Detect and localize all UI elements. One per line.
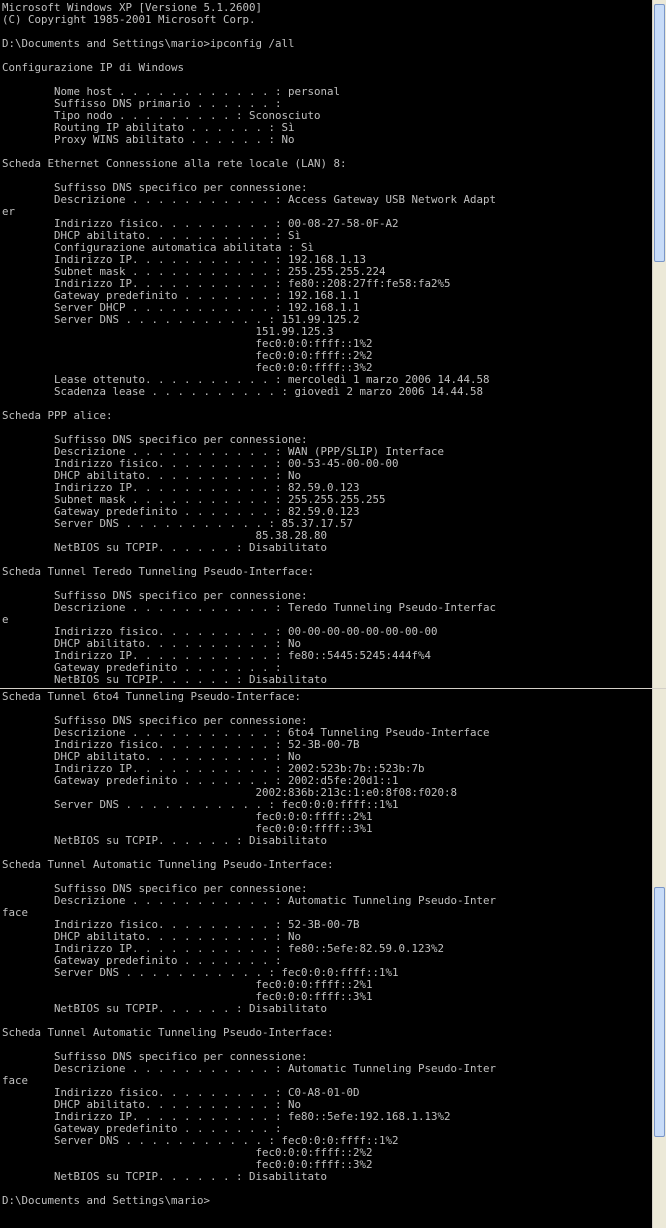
console-top-line: Configurazione IP di Windows (2, 61, 185, 74)
console-bottom-line: Server DNS . . . . . . . . . . . : fec0:0:0:ffff::1%1 (2, 798, 399, 811)
console-top-line: Microsoft Windows XP [Versione 5.1.2600] (2, 1, 263, 14)
console-top-line: D:\Documents and Settings\mario>ipconfig /all (2, 37, 295, 50)
console-top-line: fec0:0:0:ffff::3%2 (2, 361, 373, 374)
console-bottom-line: Scheda Tunnel Automatic Tunneling Pseudo-Interface: (2, 858, 334, 871)
console-bottom-line: Gateway predefinito . . . . . . . : (2, 954, 282, 967)
console-top-line: Indirizzo fisico. . . . . . . . . : 00-08-27-58-0F-A2 (2, 217, 399, 230)
console-top-line: Server DHCP . . . . . . . . . . . : 192.168.1.1 (2, 301, 360, 314)
console-bottom-line: fec0:0:0:ffff::2%1 (2, 978, 373, 991)
console-top-line: Server DNS . . . . . . . . . . . : 85.37.17.57 (2, 517, 354, 530)
console-top-line: Suffisso DNS specifico per connessione: (2, 181, 308, 194)
console-bottom-line: face (2, 1074, 29, 1087)
console-top-line: Suffisso DNS specifico per connessione: (2, 589, 308, 602)
console-bottom-line: Suffisso DNS specifico per connessione: (2, 714, 308, 727)
console-top-line: Server DNS . . . . . . . . . . . : 151.99.125.2 (2, 313, 360, 326)
scrollbar-thumb-bottom[interactable] (654, 887, 665, 1137)
vertical-scrollbar-bottom[interactable] (652, 689, 666, 1228)
console-bottom-line: NetBIOS su TCPIP. . . . . . : Disabilitato (2, 834, 328, 847)
console-bottom-line: NetBIOS su TCPIP. . . . . . : Disabilitato (2, 1002, 328, 1015)
console-bottom-line: Indirizzo IP. . . . . . . . . . . : fe80::5efe:192.168.1.13%2 (2, 1110, 451, 1123)
console-bottom-line: Descrizione . . . . . . . . . . . : Automatic Tunneling Pseudo-Inter (2, 1062, 497, 1075)
console-top-line: er (2, 205, 16, 218)
console-bottom-line: Scheda Tunnel Automatic Tunneling Pseudo-Interface: (2, 1026, 334, 1039)
console-top-line: fec0:0:0:ffff::1%2 (2, 337, 373, 350)
console-top-line: Gateway predefinito . . . . . . . : (2, 661, 282, 674)
console-top-line: Gateway predefinito . . . . . . . : 82.59.0.123 (2, 505, 360, 518)
console-bottom-line: fec0:0:0:ffff::2%2 (2, 1146, 373, 1159)
console-bottom-line: 2002:836b:213c:1:e0:8f08:f020:8 (2, 786, 458, 799)
console-top-line: NetBIOS su TCPIP. . . . . . : Disabilitato (2, 541, 328, 554)
console-bottom-line: Suffisso DNS specifico per connessione: (2, 882, 308, 895)
vertical-scrollbar-top[interactable] (652, 0, 666, 689)
console-top-line: Subnet mask . . . . . . . . . . . : 255.255.255.255 (2, 493, 386, 506)
console-top-line: DHCP abilitato. . . . . . . . . . : No (2, 469, 302, 482)
console-bottom-line: NetBIOS su TCPIP. . . . . . : Disabilitato (2, 1170, 328, 1183)
console-top-line: Indirizzo fisico. . . . . . . . . : 00-00-00-00-00-00-00-00 (2, 625, 438, 638)
console-top-line: Suffisso DNS primario . . . . . . : (2, 97, 282, 110)
console-top-line: Gateway predefinito . . . . . . . : 192.168.1.1 (2, 289, 360, 302)
console-top-line: Descrizione . . . . . . . . . . . : Access Gateway USB Network Adapt (2, 193, 497, 206)
console-output-bottom (2, 691, 642, 1207)
console-bottom-line: DHCP abilitato. . . . . . . . . . : No (2, 1098, 302, 1111)
console-top-line: fec0:0:0:ffff::2%2 (2, 349, 373, 362)
console-bottom-line: Gateway predefinito . . . . . . . : 2002:d5fe:20d1::1 (2, 774, 399, 787)
console-pane-bottom[interactable] (0, 689, 666, 1228)
console-bottom-line: Descrizione . . . . . . . . . . . : 6to4 Tunneling Pseudo-Interface (2, 726, 490, 739)
console-top-line: 85.38.28.80 (2, 529, 328, 542)
console-bottom-line: Indirizzo fisico. . . . . . . . . : 52-3B-00-7B (2, 738, 360, 751)
console-bottom-line: Scheda Tunnel 6to4 Tunneling Pseudo-Interface: (2, 690, 302, 703)
console-top-line: Suffisso DNS specifico per connessione: (2, 433, 308, 446)
console-top-line: Lease ottenuto. . . . . . . . . . : mercoledì 1 marzo 2006 14.44.58 (2, 373, 490, 386)
console-bottom-line: Descrizione . . . . . . . . . . . : Automatic Tunneling Pseudo-Inter (2, 894, 497, 907)
console-top-line: Scheda Ethernet Connessione alla rete locale (LAN) 8: (2, 157, 347, 170)
console-top-line: Scadenza lease . . . . . . . . . . : giovedì 2 marzo 2006 14.44.58 (2, 385, 484, 398)
console-bottom-line: Suffisso DNS specifico per connessione: (2, 1050, 308, 1063)
console-bottom-line: Server DNS . . . . . . . . . . . : fec0:0:0:ffff::1%1 (2, 966, 399, 979)
console-bottom-line: Gateway predefinito . . . . . . . : (2, 1122, 282, 1135)
console-bottom-line: fec0:0:0:ffff::2%1 (2, 810, 373, 823)
console-top-line: Indirizzo IP. . . . . . . . . . . : 82.59.0.123 (2, 481, 360, 494)
console-top-line: Configurazione automatica abilitata : Sì (2, 241, 315, 254)
console-top-line: Scheda PPP alice: (2, 409, 113, 422)
console-top-line: Tipo nodo . . . . . . . . . : Sconosciuto (2, 109, 321, 122)
console-bottom-line: Indirizzo fisico. . . . . . . . . : C0-A8-01-0D (2, 1086, 360, 1099)
console-bottom-line: face (2, 906, 29, 919)
console-top-line: Proxy WINS abilitato . . . . . . : No (2, 133, 295, 146)
console-top-line: NetBIOS su TCPIP. . . . . . : Disabilitato (2, 673, 328, 686)
console-top-line: Descrizione . . . . . . . . . . . : WAN (PPP/SLIP) Interface (2, 445, 445, 458)
console-top-line: (C) Copyright 1985-2001 Microsoft Corp. (2, 13, 256, 26)
console-bottom-line: fec0:0:0:ffff::3%2 (2, 1158, 373, 1171)
console-top-line: Routing IP abilitato . . . . . . : Sì (2, 121, 295, 134)
console-top-line: Indirizzo fisico. . . . . . . . . : 00-53-45-00-00-00 (2, 457, 399, 470)
console-bottom-line: fec0:0:0:ffff::3%1 (2, 990, 373, 1003)
console-top-line: Indirizzo IP. . . . . . . . . . . : fe80::208:27ff:fe58:fa2%5 (2, 277, 451, 290)
console-bottom-line: Indirizzo fisico. . . . . . . . . : 52-3B-00-7B (2, 918, 360, 931)
console-top-line: Subnet mask . . . . . . . . . . . : 255.255.255.224 (2, 265, 386, 278)
console-top-line: DHCP abilitato. . . . . . . . . . : No (2, 637, 302, 650)
console-top-line: Scheda Tunnel Teredo Tunneling Pseudo-Interface: (2, 565, 315, 578)
console-bottom-line: Indirizzo IP. . . . . . . . . . . : fe80::5efe:82.59.0.123%2 (2, 942, 445, 955)
console-bottom-line: DHCP abilitato. . . . . . . . . . : No (2, 750, 302, 763)
console-bottom-line: Server DNS . . . . . . . . . . . : fec0:0:0:ffff::1%2 (2, 1134, 399, 1147)
scrollbar-thumb-top[interactable] (654, 4, 665, 262)
console-bottom-line: fec0:0:0:ffff::3%1 (2, 822, 373, 835)
console-bottom-line: D:\Documents and Settings\mario> (2, 1194, 211, 1207)
console-top-line: Descrizione . . . . . . . . . . . : Teredo Tunneling Pseudo-Interfac (2, 601, 497, 614)
console-bottom-line: DHCP abilitato. . . . . . . . . . : No (2, 930, 302, 943)
console-bottom-line: Indirizzo IP. . . . . . . . . . . : 2002:523b:7b::523b:7b (2, 762, 425, 775)
console-top-line: DHCP abilitato. . . . . . . . . . : Sì (2, 229, 302, 242)
console-top-line: Indirizzo IP. . . . . . . . . . . : 192.168.1.13 (2, 253, 367, 266)
console-output-top (2, 2, 642, 686)
console-top-line: 151.99.125.3 (2, 325, 334, 338)
console-top-line: Nome host . . . . . . . . . . . . : personal (2, 85, 341, 98)
console-top-line: e (2, 613, 9, 626)
console-top-line: Indirizzo IP. . . . . . . . . . . : fe80::5445:5245:444f%4 (2, 649, 432, 662)
